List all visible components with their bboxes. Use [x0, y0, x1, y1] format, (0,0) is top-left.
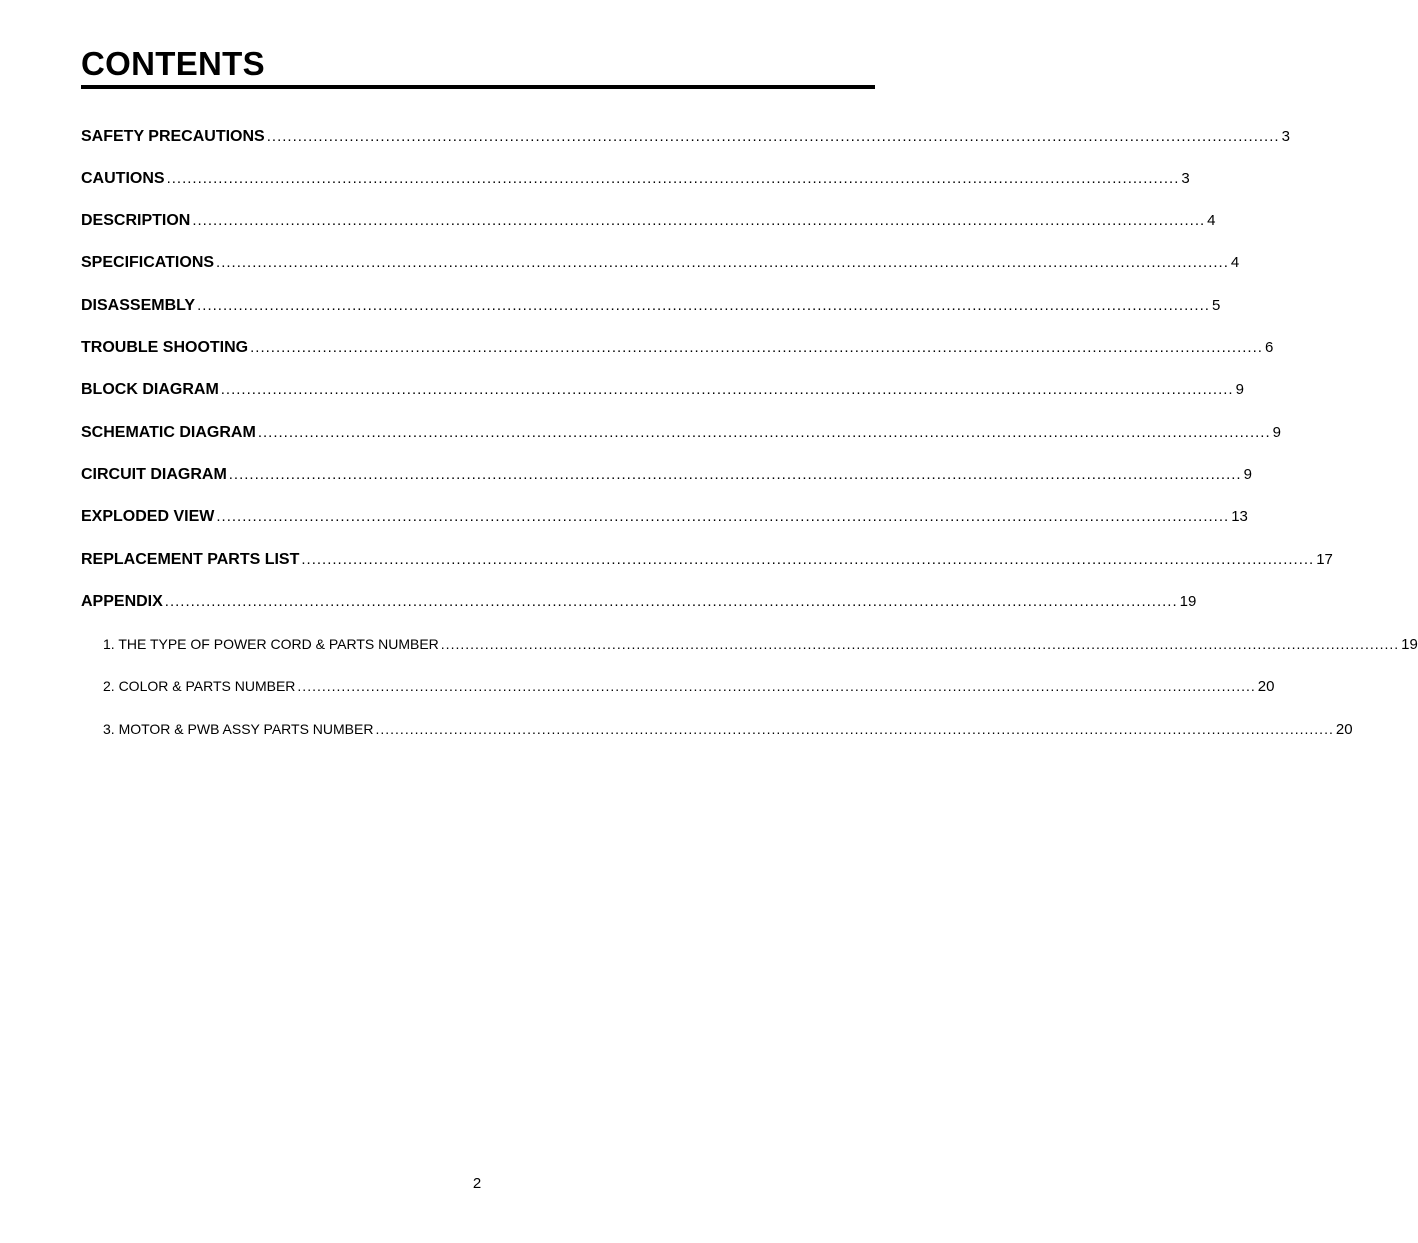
- toc-subentry-label: 1. THE TYPE OF POWER CORD & PARTS NUMBER: [103, 636, 439, 652]
- dot-leader: ....................................................................................................................................................................................................: [250, 339, 1263, 356]
- toc-entry-page: 13: [1231, 508, 1248, 525]
- toc-entry-safety-precautions[interactable]: [81, 128, 1290, 148]
- toc-entry-label: EXPLODED VIEW: [81, 508, 215, 525]
- toc-entry-label: DISASSEMBLY: [81, 297, 196, 314]
- toc-subentry-power-cord[interactable]: [103, 636, 1418, 656]
- toc-entry-page: 4: [1230, 254, 1240, 271]
- dot-leader: ....................................................................................................................................................................................................: [166, 170, 1180, 187]
- toc-entry-cautions[interactable]: [81, 170, 1190, 190]
- toc-subentry-color-parts[interactable]: [103, 678, 1275, 698]
- toc-entry-page: 9: [1272, 424, 1281, 441]
- toc-entry-exploded-view[interactable]: [81, 508, 1248, 528]
- toc-entry-label: SAFETY PRECAUTIONS: [81, 128, 265, 145]
- toc-entry-label: REPLACEMENT PARTS LIST: [81, 551, 300, 568]
- dot-leader: ....................................................................................................................................................................................................: [375, 721, 1334, 737]
- dot-leader: ....................................................................................................................................................................................................: [220, 381, 1234, 398]
- toc-entry-page: 5: [1211, 297, 1221, 314]
- dot-leader: ....................................................................................................................................................................................................: [297, 678, 1256, 694]
- toc-entry-label: APPENDIX: [81, 593, 163, 610]
- toc-entry-label: CAUTIONS: [81, 170, 165, 187]
- toc-entry-specifications[interactable]: [81, 254, 1240, 274]
- toc-entry-circuit-diagram[interactable]: [81, 466, 1252, 486]
- title-divider: [81, 85, 875, 89]
- toc-entry-page: 19: [1179, 593, 1197, 610]
- toc-entry-page: 4: [1207, 212, 1216, 229]
- toc-entry-label: SPECIFICATIONS: [81, 254, 215, 271]
- dot-leader: ....................................................................................................................................................................................................: [228, 466, 1242, 483]
- toc-entry-page: 6: [1264, 339, 1274, 356]
- toc-entry-label: DESCRIPTION: [81, 212, 191, 229]
- toc-entry-label: SCHEMATIC DIAGRAM: [81, 424, 256, 441]
- toc-entry-page: 3: [1181, 170, 1190, 187]
- toc-subentry-page: 19: [1401, 636, 1418, 653]
- dot-leader: ....................................................................................................................................................................................................: [216, 508, 1230, 525]
- toc-entry-page: 17: [1316, 551, 1333, 568]
- toc-subentry-label: 3. MOTOR & PWB ASSY PARTS NUMBER: [103, 721, 374, 737]
- toc-entry-replacement-parts-list[interactable]: [81, 551, 1333, 571]
- toc-entry-block-diagram[interactable]: [81, 381, 1244, 401]
- toc-subentry-page: 20: [1335, 721, 1353, 738]
- dot-leader: ....................................................................................................................................................................................................: [257, 424, 1271, 441]
- dot-leader: ....................................................................................................................................................................................................: [266, 128, 1280, 145]
- toc-entry-label: BLOCK DIAGRAM: [81, 381, 219, 398]
- dot-leader: ....................................................................................................................................................................................................: [301, 551, 1315, 568]
- page-number: 2: [472, 1175, 482, 1192]
- toc-entry-disassembly[interactable]: [81, 297, 1221, 317]
- toc-entry-appendix[interactable]: [81, 593, 1197, 613]
- toc-entry-schematic-diagram[interactable]: [81, 424, 1281, 444]
- toc-entry-page: 9: [1243, 466, 1252, 483]
- dot-leader: ....................................................................................................................................................................................................: [164, 593, 1178, 610]
- toc-entry-label: TROUBLE SHOOTING: [81, 339, 249, 356]
- dot-leader: ....................................................................................................................................................................................................: [216, 254, 1229, 271]
- toc-subentry-label: 2. COLOR & PARTS NUMBER: [103, 678, 296, 694]
- toc-subentry-page: 20: [1257, 678, 1275, 695]
- toc-entry-label: CIRCUIT DIAGRAM: [81, 466, 227, 483]
- page-title: CONTENTS: [81, 45, 265, 82]
- toc-entry-page: 9: [1235, 381, 1244, 398]
- toc-subentry-motor-pwb[interactable]: [103, 721, 1353, 741]
- toc-entry-trouble-shooting[interactable]: [81, 339, 1274, 359]
- toc-entry-description[interactable]: [81, 212, 1216, 232]
- toc-entry-page: 3: [1281, 128, 1290, 145]
- dot-leader: ....................................................................................................................................................................................................: [440, 636, 1400, 652]
- dot-leader: ....................................................................................................................................................................................................: [192, 212, 1206, 229]
- dot-leader: ....................................................................................................................................................................................................: [197, 297, 1210, 314]
